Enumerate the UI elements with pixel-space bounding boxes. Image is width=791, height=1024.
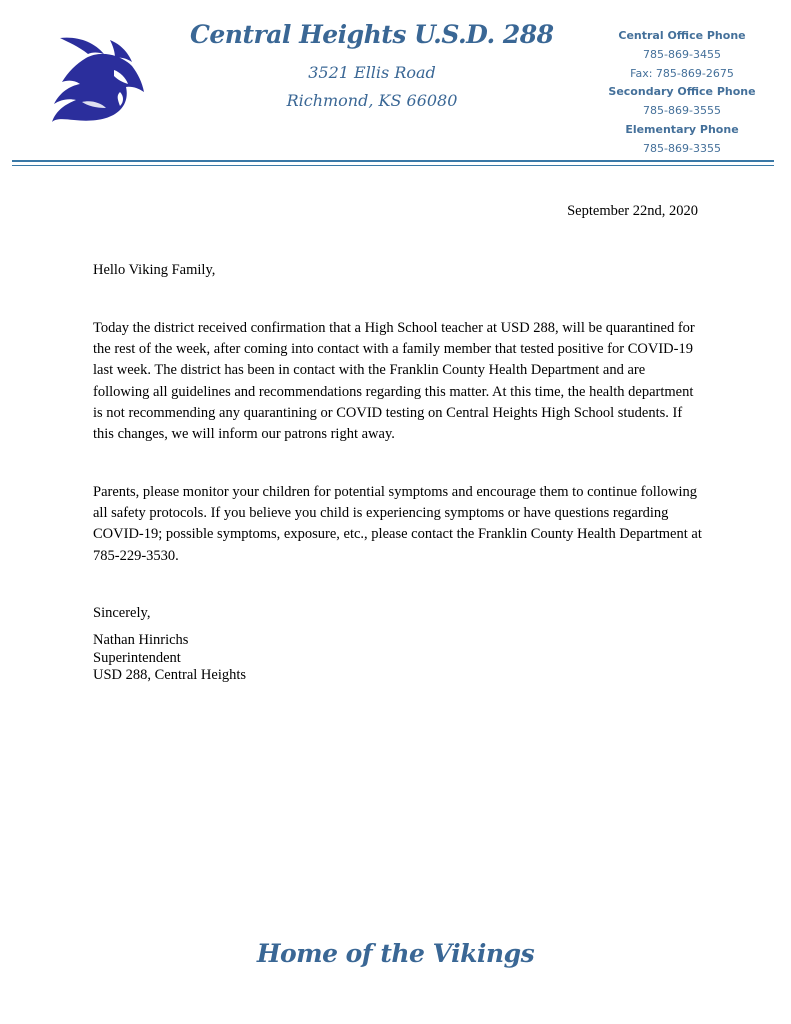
contact-block xyxy=(598,27,766,159)
letter-paragraph-1: Today the district received confirmation that a High School teacher at USD 288, will be quarantined for the rest of the week, after coming into contact with a family member that tested positive for COVID-19 last week. The district has been in contact with the Franklin County Health Department and are following all guidelines and recommendations regarding this matter. At this time, the health department is not recommending any quarantining or COVID testing on Central Heights High School students. If this changes, we will inform our patrons right away. xyxy=(93,320,695,443)
secondary-office-phone: 785-869-3555 xyxy=(643,104,721,118)
signer-title: Superintendent xyxy=(93,649,181,666)
letter-closing: Sincerely, xyxy=(93,605,151,621)
signature-block xyxy=(93,632,703,685)
letter-greeting: Hello Viking Family, xyxy=(93,262,216,278)
district-name: Central Heights U.S.D. 288 xyxy=(190,20,554,49)
letter-date: September 22nd, 2020 xyxy=(567,203,698,219)
signer-organization: USD 288, Central Heights xyxy=(93,667,247,683)
central-office-phone: 785-869-3455 xyxy=(643,47,721,61)
secondary-office-label: Secondary Office Phone xyxy=(608,85,756,99)
central-office-label: Central Office Phone xyxy=(618,29,746,42)
elementary-label: Elementary Phone xyxy=(625,122,739,136)
address-street: 3521 Ellis Road xyxy=(308,63,436,82)
letter-paragraph-2: Parents, please monitor your children for potential symptoms and encourage them to continue following all safety protocols. If you believe you child is experiencing symptoms or have questions regarding COVID-19; possible symptoms, exposure, etc., please contact the Franklin County Health Department at 785-229-3530. xyxy=(93,484,702,564)
fax-number: Fax: 785-869-2675 xyxy=(630,66,734,80)
header-divider-top xyxy=(12,160,774,162)
viking-logo-icon xyxy=(48,30,150,124)
header-divider-bottom xyxy=(12,165,774,166)
address-city: Richmond, KS 66080 xyxy=(286,91,458,110)
signer-name: Nathan Hinrichs xyxy=(93,632,189,648)
elementary-phone: 785-869-3355 xyxy=(643,141,721,155)
footer-tagline: Home of the Vikings xyxy=(256,939,535,968)
